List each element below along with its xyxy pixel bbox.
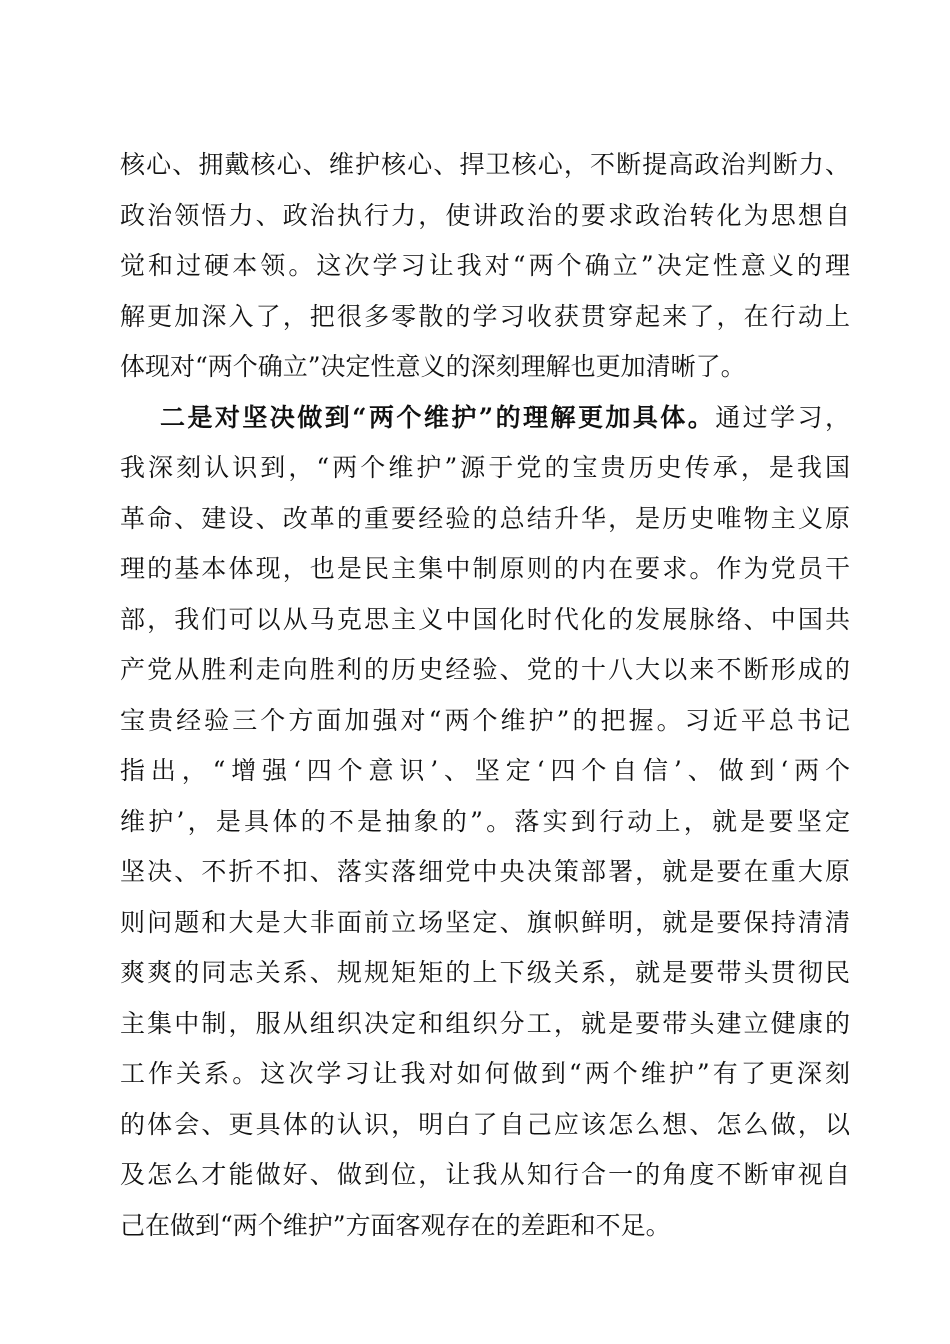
text-line: 宝贵经验三个方面加强对“两个维护”的把握。习近平总书记 xyxy=(120,705,850,735)
paragraph-heading: 二是对坚决做到“两个维护”的理解更加具体。 xyxy=(160,402,716,432)
text-line: 维护’，是具体的不是抽象的”。落实到行动上，就是要坚定 xyxy=(120,806,850,836)
text-line: 的体会、更具体的认识，明白了自己应该怎么想、怎么做，以 xyxy=(120,1109,850,1139)
text-line: 产党从胜利走向胜利的历史经验、党的十八大以来不断形成的 xyxy=(120,655,850,684)
paragraph-heading-line xyxy=(120,393,850,444)
heading-line-text: 通过学习， xyxy=(715,402,850,432)
text-line: 革命、建设、改革的重要经验的总结升华，是历史唯物主义原 xyxy=(120,503,850,533)
text-line: 主集中制，服从组织决定和组织分工，就是要带头建立健康的 xyxy=(120,1008,850,1038)
paragraph-1 xyxy=(120,140,850,393)
text-line: 体现对“两个确立”决定性意义的深刻理解也更加清晰了。 xyxy=(120,352,746,381)
text-line: 及怎么才能做好、做到位，让我从知行合一的角度不断审视自 xyxy=(120,1160,850,1189)
paragraph-2 xyxy=(120,393,850,1252)
text-line: 坚决、不折不扣、落实落细党中央决策部署，就是要在重大原 xyxy=(120,857,850,886)
text-line: 己在做到“两个维护”方面客观存在的差距和不足。 xyxy=(120,1210,671,1240)
text-line: 工作关系。这次学习让我对如何做到“两个维护”有了更深刻 xyxy=(120,1059,850,1088)
body-text xyxy=(120,140,850,1251)
text-line: 部，我们可以从马克思主义中国化时代化的发展脉络、中国共 xyxy=(120,604,850,634)
text-line: 理的基本体现，也是民主集中制原则的内在要求。作为党员干 xyxy=(120,554,850,583)
text-line: 则问题和大是大非面前立场坚定、旗帜鲜明，就是要保持清清 xyxy=(120,907,850,937)
text-line: 解更加深入了，把很多零散的学习收获贯穿起来了，在行动上 xyxy=(120,301,850,331)
text-line: 我深刻认识到，“两个维护”源于党的宝贵历史传承，是我国 xyxy=(120,453,850,482)
text-line: 爽爽的同志关系、规规矩矩的上下级关系，就是要带头贯彻民 xyxy=(120,958,850,987)
text-line: 核心、拥戴核心、维护核心、捍卫核心，不断提高政治判断力、 xyxy=(120,150,850,179)
text-line: 指出，“增强‘四个意识’、坚定‘四个自信’、做到‘两个 xyxy=(120,756,850,785)
text-line: 觉和过硬本领。这次学习让我对“两个确立”决定性意义的理 xyxy=(120,251,850,280)
text-line: 政治领悟力、政治执行力，使讲政治的要求政治转化为思想自 xyxy=(120,200,850,230)
